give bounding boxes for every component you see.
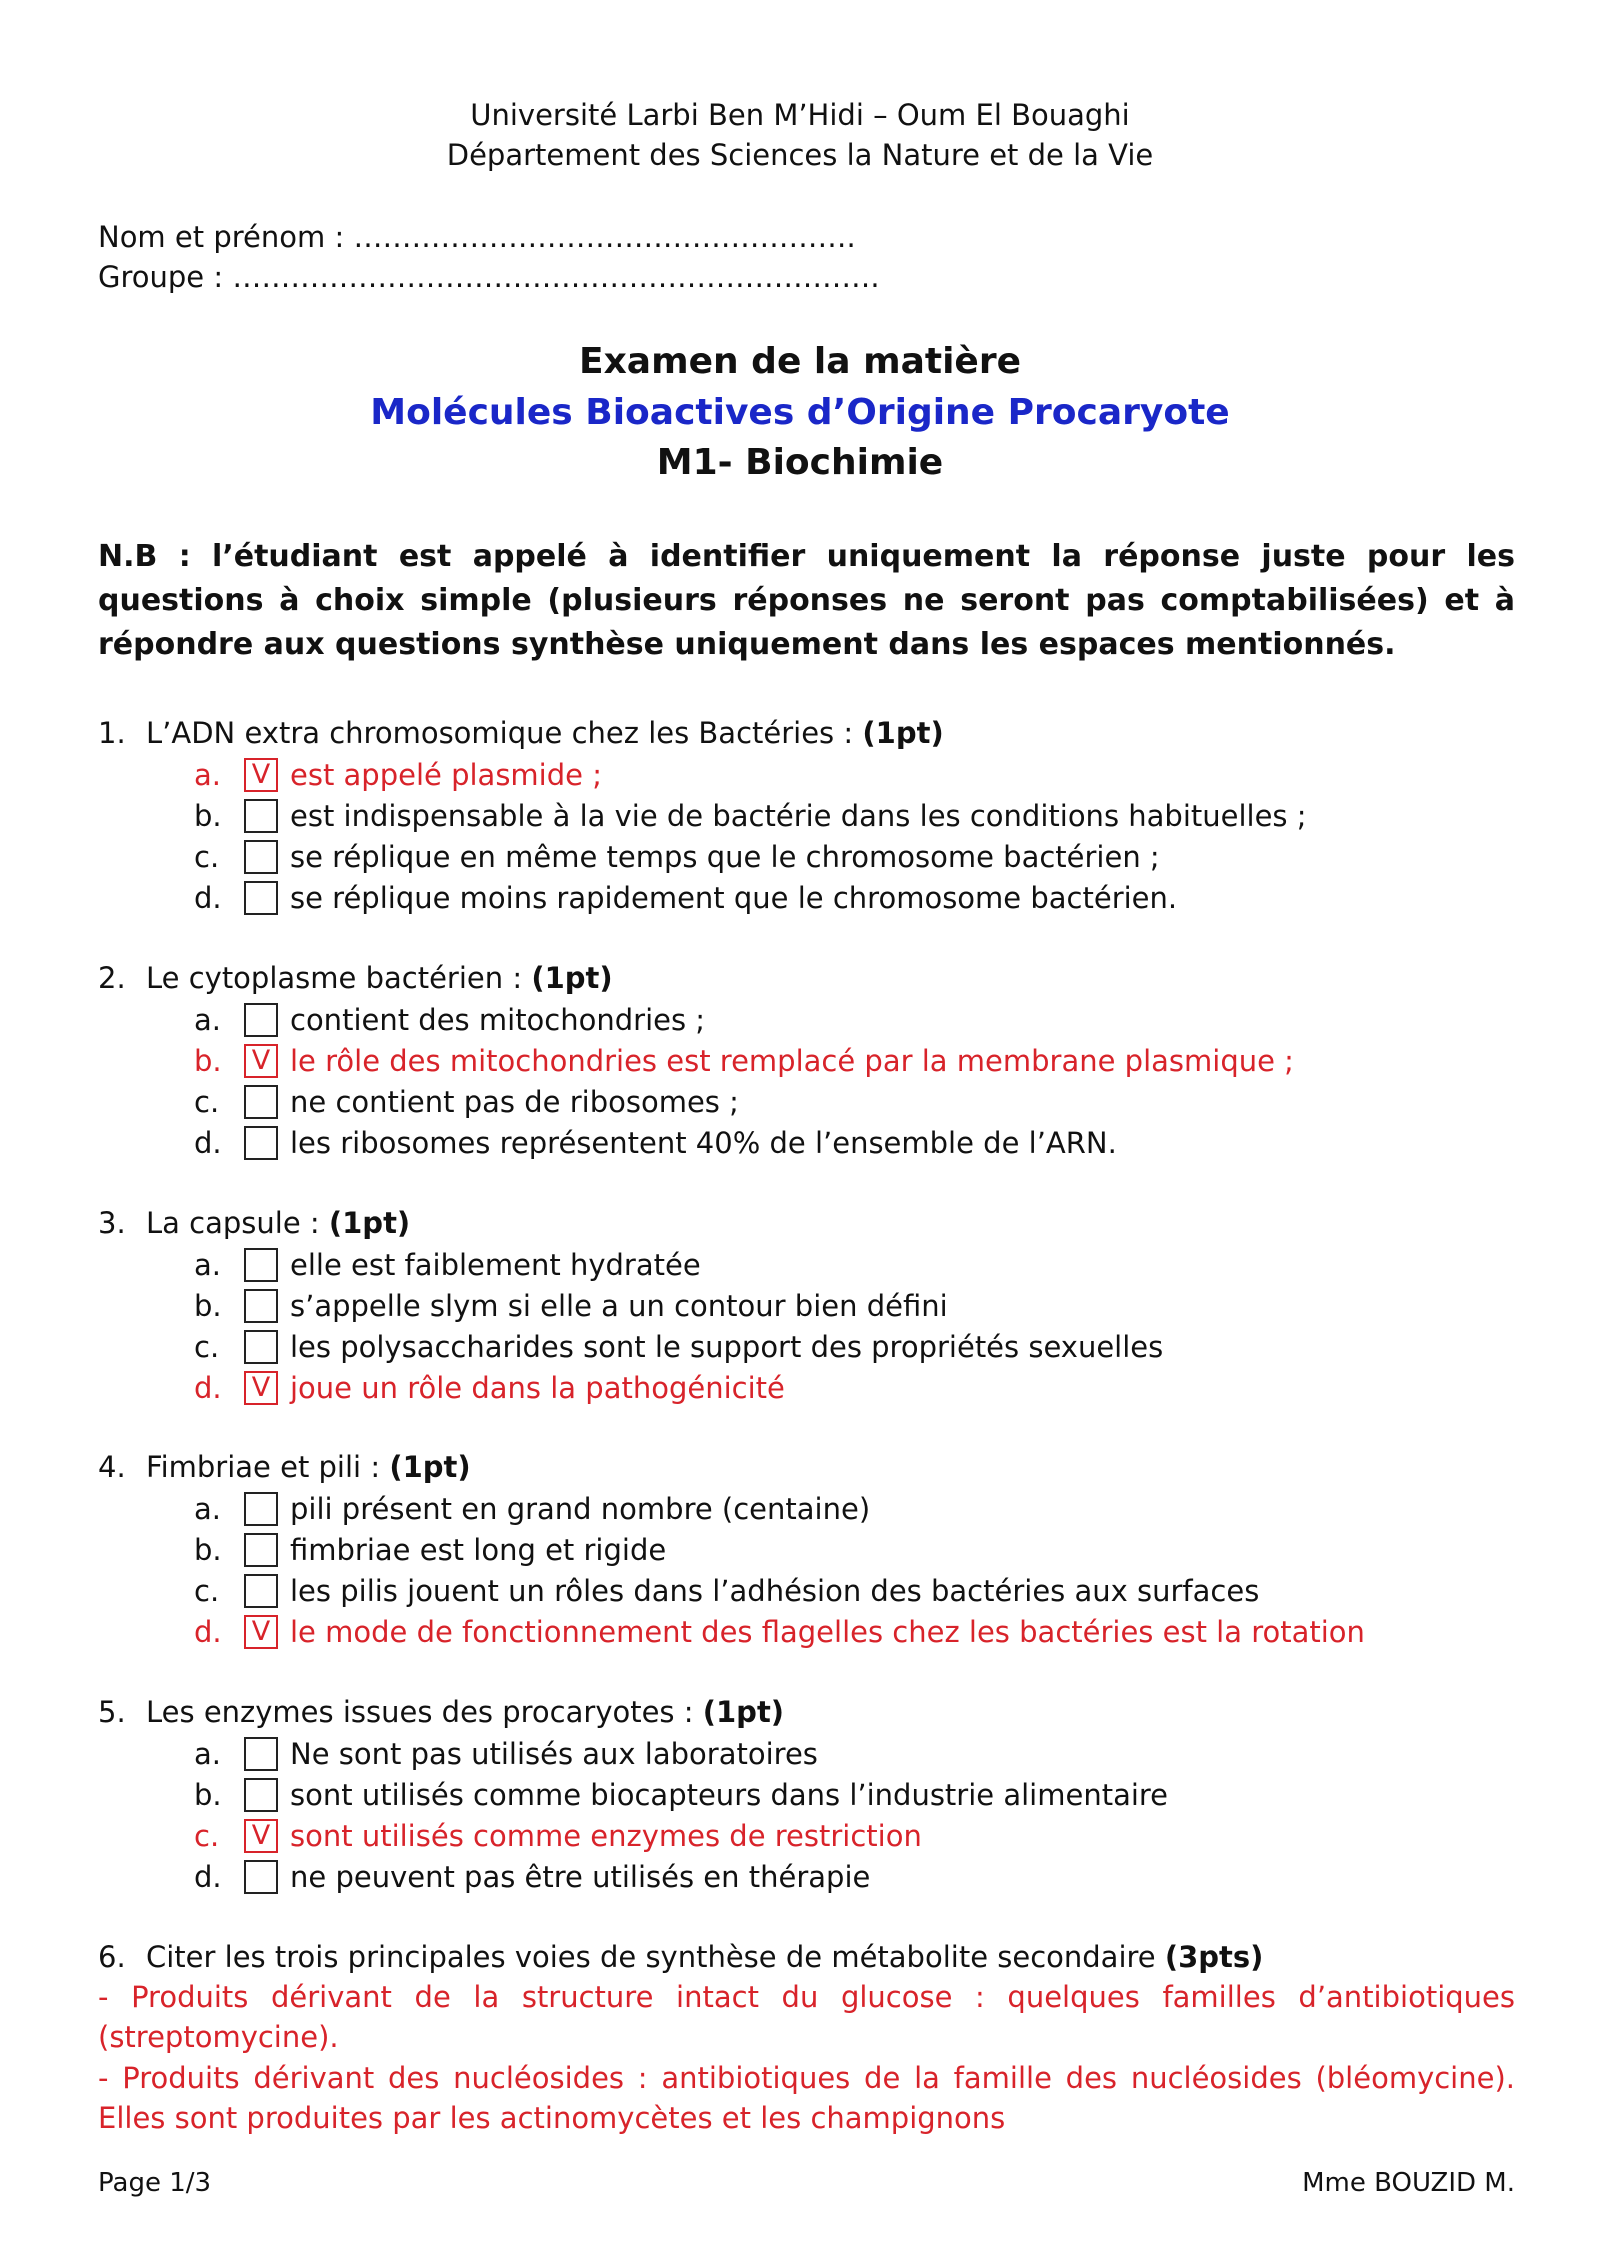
option-text: est indispensable à la vie de bactérie dans les conditions habituelles ;: [290, 799, 1307, 833]
option-4-c[interactable]: [194, 1571, 1259, 1611]
question-3-title: [98, 1203, 410, 1243]
option-letter: c.: [194, 1085, 220, 1119]
option-3-b[interactable]: [194, 1286, 948, 1326]
question-6-answer-2: - Produits dérivant des nucléosides : antibiotiques de la famille des nucléosides (bléomycine). Elles sont produites par les actinomycètes et les champignons: [98, 2061, 1515, 2135]
question-4-title: [98, 1447, 471, 1487]
option-letter: c.: [194, 840, 220, 874]
question-5-title: [98, 1692, 784, 1732]
option-letter: d.: [194, 1126, 222, 1160]
answer-checkbox[interactable]: V: [244, 758, 278, 792]
option-text: les pilis jouent un rôles dans l’adhésion des bactéries aux surfaces: [290, 1574, 1260, 1608]
option-letter: b.: [194, 799, 222, 833]
answer-checkbox[interactable]: [244, 1003, 278, 1037]
question-2-title: [98, 958, 613, 998]
option-letter: b.: [194, 1289, 222, 1323]
question-text: Le cytoplasme bactérien :: [146, 961, 532, 995]
option-letter: d.: [194, 1371, 222, 1405]
question-6-title: [98, 1937, 1263, 1977]
answer-checkbox[interactable]: [244, 1289, 278, 1323]
option-text: sont utilisés comme enzymes de restriction: [290, 1819, 922, 1853]
answer-checkbox[interactable]: [244, 799, 278, 833]
option-text: le rôle des mitochondries est remplacé par la membrane plasmique ;: [290, 1044, 1294, 1078]
question-number: 5.: [98, 1695, 126, 1729]
option-3-d[interactable]: [194, 1368, 785, 1408]
instructions-note: N.B : l’étudiant est appelé à identifier uniquement la réponse juste pour les questions à choix simple (plusieurs réponses ne seront pas comptabilisées) et à répondre aux questions synthèse uniquement dans les espaces mentionnés.: [98, 539, 1515, 662]
option-text: s’appelle slym si elle a un contour bien défini: [290, 1289, 948, 1323]
option-letter: c.: [194, 1330, 220, 1364]
question-points: (1pt): [389, 1450, 471, 1484]
option-2-d[interactable]: [194, 1123, 1117, 1163]
option-letter: b.: [194, 1778, 222, 1812]
option-text: ne peuvent pas être utilisés en thérapie: [290, 1860, 871, 1894]
option-text: le mode de fonctionnement des flagelles chez les bactéries est la rotation: [290, 1615, 1365, 1649]
option-text: se réplique moins rapidement que le chromosome bactérien.: [290, 881, 1178, 915]
author-name: Mme BOUZID M.: [1302, 2168, 1515, 2198]
exam-subject: Molécules Bioactives d’Origine Procaryote: [370, 392, 1230, 433]
answer-checkbox[interactable]: [244, 1248, 278, 1282]
option-5-d[interactable]: [194, 1857, 870, 1897]
answer-checkbox[interactable]: [244, 1533, 278, 1567]
option-1-b[interactable]: [194, 796, 1307, 836]
question-text: L’ADN extra chromosomique chez les Bactéries :: [146, 716, 863, 750]
option-2-c[interactable]: [194, 1082, 739, 1122]
question-1-title: [98, 713, 944, 753]
option-text: joue un rôle dans la pathogénicité: [290, 1371, 785, 1405]
option-2-b[interactable]: [194, 1041, 1294, 1081]
question-6-text: Citer les trois principales voies de synthèse de métabolite secondaire: [146, 1940, 1165, 1974]
option-text: elle est faiblement hydratée: [290, 1248, 701, 1282]
answer-checkbox[interactable]: V: [244, 1371, 278, 1405]
option-text: fimbriae est long et rigide: [290, 1533, 667, 1567]
question-number: 3.: [98, 1206, 126, 1240]
question-text: La capsule :: [146, 1206, 329, 1240]
question-number: 2.: [98, 961, 126, 995]
question-points: (1pt): [862, 716, 944, 750]
option-4-d[interactable]: [194, 1612, 1365, 1652]
question-points: (1pt): [328, 1206, 411, 1240]
option-letter: a.: [194, 1248, 221, 1282]
question-text: Les enzymes issues des procaryotes :: [146, 1695, 703, 1729]
question-number: 1.: [98, 716, 126, 750]
question-6-points: (3pts): [1164, 1940, 1264, 1974]
answer-checkbox[interactable]: [244, 1492, 278, 1526]
answer-checkbox[interactable]: [244, 1126, 278, 1160]
exam-title: Examen de la matière: [578, 341, 1022, 382]
answer-checkbox[interactable]: V: [244, 1044, 278, 1078]
option-4-b[interactable]: [194, 1530, 666, 1570]
question-number: 4.: [98, 1450, 126, 1484]
option-text: est appelé plasmide ;: [290, 758, 602, 792]
option-text: les polysaccharides sont le support des propriétés sexuelles: [290, 1330, 1164, 1364]
option-5-b[interactable]: [194, 1775, 1168, 1815]
department-name: Département des Sciences la Nature et de la Vie: [446, 138, 1154, 172]
option-letter: c.: [194, 1819, 220, 1853]
answer-checkbox[interactable]: [244, 1737, 278, 1771]
answer-checkbox[interactable]: [244, 1085, 278, 1119]
option-4-a[interactable]: [194, 1489, 870, 1529]
option-letter: d.: [194, 1860, 222, 1894]
question-points: (1pt): [531, 961, 613, 995]
question-6-answer-1: - Produits dérivant de la structure intact du glucose : quelques familles d’antibiotiques (streptomycine).: [98, 1980, 1515, 2054]
option-1-d[interactable]: [194, 878, 1177, 918]
option-letter: d.: [194, 1615, 222, 1649]
answer-checkbox[interactable]: V: [244, 1819, 278, 1853]
option-letter: b.: [194, 1533, 222, 1567]
option-text: Ne sont pas utilisés aux laboratoires: [290, 1737, 818, 1771]
option-letter: c.: [194, 1574, 220, 1608]
name-field: Nom et prénom : …………………………………………….: [98, 220, 856, 254]
option-5-c[interactable]: [194, 1816, 922, 1856]
option-3-a[interactable]: [194, 1245, 701, 1285]
answer-checkbox[interactable]: [244, 1860, 278, 1894]
option-text: ne contient pas de ribosomes ;: [290, 1085, 739, 1119]
option-text: les ribosomes représentent 40% de l’ensemble de l’ARN.: [290, 1126, 1117, 1160]
answer-checkbox[interactable]: [244, 1778, 278, 1812]
option-letter: a.: [194, 1003, 221, 1037]
option-1-c[interactable]: [194, 837, 1160, 877]
option-text: sont utilisés comme biocapteurs dans l’industrie alimentaire: [290, 1778, 1169, 1812]
option-letter: d.: [194, 881, 222, 915]
option-3-c[interactable]: [194, 1327, 1163, 1367]
question-points: (1pt): [702, 1695, 785, 1729]
option-text: pili présent en grand nombre (centaine): [290, 1492, 871, 1526]
answer-checkbox[interactable]: [244, 1330, 278, 1364]
answer-checkbox[interactable]: [244, 1574, 278, 1608]
answer-checkbox[interactable]: [244, 881, 278, 915]
option-5-a[interactable]: [194, 1734, 818, 1774]
option-letter: b.: [194, 1044, 222, 1078]
option-1-a[interactable]: [194, 755, 602, 795]
option-letter: a.: [194, 1492, 221, 1526]
option-letter: a.: [194, 1737, 221, 1771]
answer-checkbox[interactable]: V: [244, 1615, 278, 1649]
question-6-number: 6.: [98, 1940, 126, 1974]
university-name: Université Larbi Ben M’Hidi – Oum El Bouaghi: [470, 98, 1130, 132]
option-2-a[interactable]: [194, 1000, 705, 1040]
answer-checkbox[interactable]: [244, 840, 278, 874]
option-text: contient des mitochondries ;: [290, 1003, 706, 1037]
option-text: se réplique en même temps que le chromosome bactérien ;: [290, 840, 1160, 874]
option-letter: a.: [194, 758, 221, 792]
page-number: Page 1/3: [98, 2168, 212, 2198]
group-field: Groupe : ………………………………………………………….: [98, 260, 880, 294]
question-text: Fimbriae et pili :: [146, 1450, 390, 1484]
exam-level: M1- Biochimie: [656, 442, 944, 483]
